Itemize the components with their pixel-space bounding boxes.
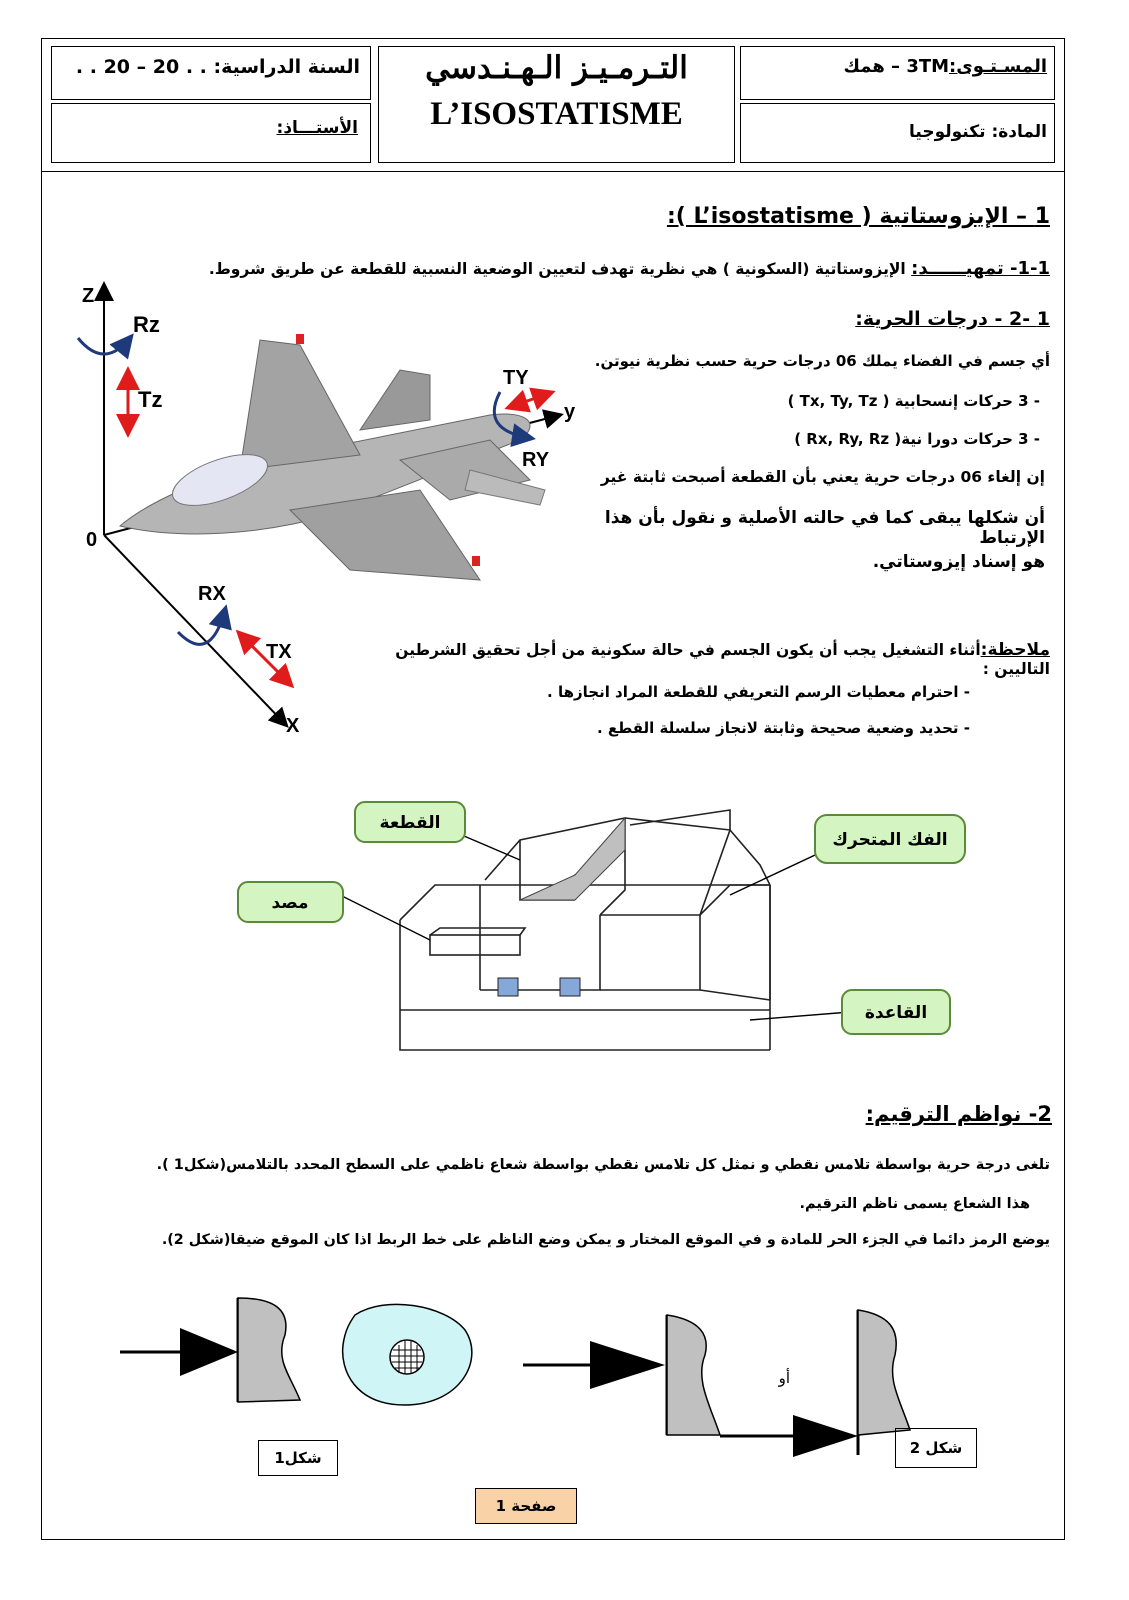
x-label: X [286,715,300,737]
dof-line-2: - 3 حركات إنسحابية ( Tx, Ty, Tz ) [787,392,1040,410]
piece-label: القطعة [379,813,441,833]
x-axis [104,535,286,725]
piece-shaded [520,818,625,900]
base-label: القاعدة [864,1003,928,1023]
ry-label: RY [522,449,550,471]
note-item-2: - تحديد وضعية صحيحة وثابتة لانجاز سلسلة القطع . [596,719,970,737]
section1-heading: 1 – الإيزوستاتية ( L’isostatisme ): [666,204,1050,229]
dof-line-3: - 3 حركات دورا نية( Rx, Ry, Rz ) [794,430,1040,448]
section2-heading [820,1102,1052,1126]
origin-label: 0 [86,529,98,551]
section2-line-2: هذا الشعاع يسمى ناظم الترقيم. [799,1196,1030,1212]
fig2b-part [858,1310,910,1435]
vise-diagram [230,790,970,1060]
fig1-diagram [115,1290,515,1420]
tz-label: Tz [138,387,163,412]
ty-arrow [510,393,550,407]
fig2b-arrow-head [793,1415,858,1457]
dof-axes-diagram [60,280,580,740]
rx-arrow [178,610,225,644]
fig2a-arrow-head [590,1341,665,1389]
dof-line-6: هو إسناد إيزوستاتي. [872,552,1045,572]
vise-drawing [400,810,770,1050]
fig2-label: شكل 2 [895,1428,977,1468]
fig1-label: شكل1 [258,1440,338,1476]
section2-heading-text: 2- نواظم الترقيم: [865,1102,1052,1126]
note-item-1: - احترام معطيات الرسم التعريفي للقطعة المراد انجازها . [547,683,970,701]
level-value: 3TM – همك [843,56,950,77]
dof-heading: 1 -2 - درجات الحرية: [855,308,1050,330]
year-label: السنة الدراسية: . . 20 – 20 . . [75,56,360,78]
fig1-part [238,1298,300,1402]
intro-label: 1-1- تمهيــــــد: [911,258,1050,279]
rz-label: Rz [133,312,160,337]
fig1-hatch-circle [390,1340,424,1374]
fig2a-part [667,1315,720,1435]
dof-line-5: أن شكلها يبقى كما في حالته الأصلية و نقول بأن هذا الإرتباط [604,508,1045,548]
y-label: y [564,401,576,423]
airplane-illustration [120,334,545,580]
intro-line [190,258,1050,279]
level-line [752,56,1047,77]
fig1-arrow-head [180,1328,238,1376]
header-bottom-line [41,171,1065,172]
title-arabic: التـرمـيـز الـهـنـدسي [425,50,688,86]
title-french: L’ISOSTATISME [430,96,683,132]
page-number: صفحة 1 [475,1488,577,1524]
section2-line-3: يوضع الرمز دائما في الجزء الحر للمادة و في الموقع المختار و يمكن وضع الناظم على خط الربط اذا كان الموقع ضيقا(شكل 2). [161,1232,1050,1248]
dof-line-1: أي جسم في الفضاء يملك 06 درجات حرية حسب نظرية نيوتن. [594,352,1050,370]
subject-line [752,122,1047,142]
section2-line-1: تلغى درجة حرية بواسطة تلامس نقطي و نمثل كل تلامس نقطي بواسطة شعاع ناظمي على السطح المحدد بالتلامس(شكل1 ). [156,1157,1050,1173]
intro-text: الإيزوستاتية (السكونية ) هي نظرية تهدف لتعيين الوضعية النسبية للقطعة عن طريق شروط. [208,260,906,278]
dof-line-4: إن إلغاء 06 درجات حرية يعني بأن القطعة أصبحت ثابتة غير [600,468,1045,486]
stray-mark: أو [778,1369,790,1387]
note-label: ملاحظة: [980,640,1050,660]
teacher-label: الأستـــاذ: [276,118,358,138]
ty-label: TY [503,367,529,389]
shim-right [560,978,580,996]
stop-label: مصد [271,893,309,913]
rx-label: RX [198,583,226,605]
movable-jaw-label: الفك المتحرك [832,830,948,850]
subject-value: تكنولوجيا [909,122,986,142]
fig2-diagram [515,1295,935,1495]
tx-label: TX [266,641,292,663]
z-label: Z [82,285,95,307]
shim-left [498,978,518,996]
subject-label: المادة: [991,122,1047,142]
level-label: المسـتـوى: [949,56,1047,77]
note-text: أثناء التشغيل يجب أن يكون الجسم في حالة سكونية من أجل تحقيق الشرطين التاليين : [395,641,1050,678]
